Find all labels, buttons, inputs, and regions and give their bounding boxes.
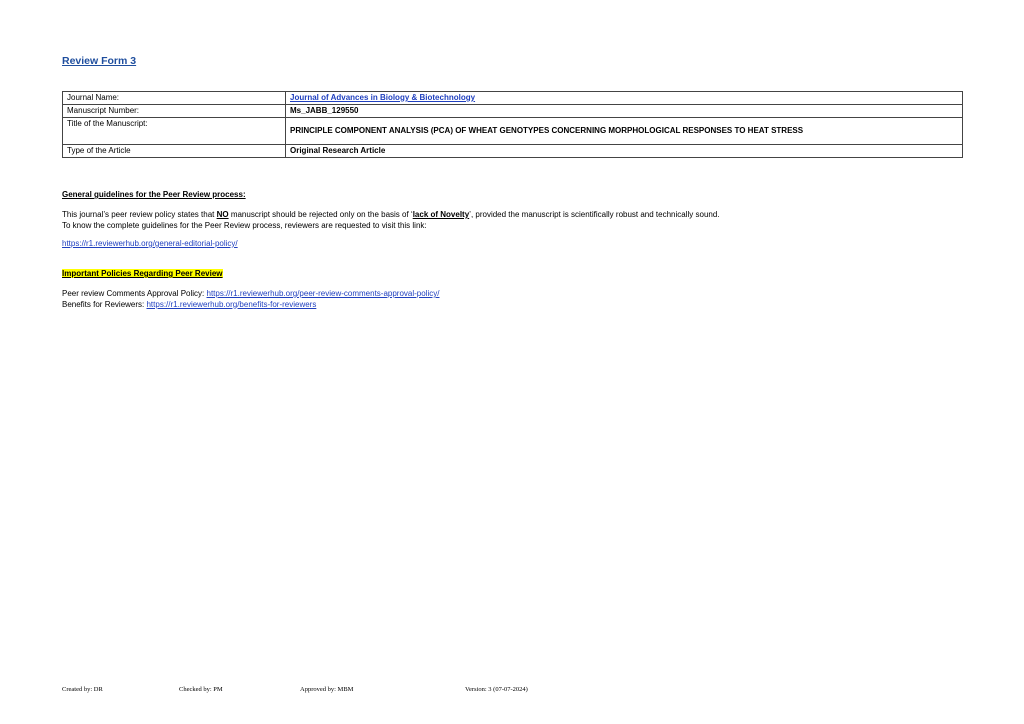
footer-approved: Approved by: MBM xyxy=(300,686,354,693)
article-type-value: Original Research Article xyxy=(286,145,963,158)
policies-heading: Important Policies Regarding Peer Review xyxy=(62,269,223,278)
manuscript-number-label: Manuscript Number: xyxy=(63,105,286,118)
manuscript-title-value: PRINCIPLE COMPONENT ANALYSIS (PCA) OF WHEAT GENOTYPES CONCERNING MORPHOLOGICAL RESPONSES TO HEAT STRESS xyxy=(286,118,963,145)
manuscript-number-value: Ms_JABB_129550 xyxy=(286,105,963,118)
editorial-policy-link[interactable]: https://r1.reviewerhub.org/general-editorial-policy/ xyxy=(62,239,238,248)
journal-name-label: Journal Name: xyxy=(63,92,286,105)
footer-checked: Checked by: PM xyxy=(179,686,223,693)
article-type-label: Type of the Article xyxy=(63,145,286,158)
guidelines-heading: General guidelines for the Peer Review process: xyxy=(62,190,246,199)
journal-name-link[interactable]: Journal of Advances in Biology & Biotechnology xyxy=(290,93,476,102)
no-emphasis: NO xyxy=(216,210,229,219)
table-row xyxy=(63,105,963,118)
form-title: Review Form 3 xyxy=(62,55,137,67)
table-row xyxy=(63,92,963,105)
guidelines-paragraph: This journal’s peer review policy states that NO manuscript should be rejected only on the basis of ‘lack of Novelty’, provided the manuscript is scientifically robust and technically sound. To know the complete guidelines for the Peer Review process, reviewers are requested to visit this link: xyxy=(62,210,720,230)
benefits-link[interactable]: https://r1.reviewerhub.org/benefits-for-reviewers xyxy=(146,299,317,309)
table-row xyxy=(63,118,963,145)
policies-list: Peer review Comments Approval Policy: https://r1.reviewerhub.org/peer-review-comments-approval-policy/ Benefits for Reviewers: https://r1.reviewerhub.org/benefits-for-reviewers xyxy=(62,289,440,309)
guidelines-line2: To know the complete guidelines for the Peer Review process, reviewers are requested to visit this link: xyxy=(62,220,427,230)
manuscript-title-label: Title of the Manuscript: xyxy=(63,118,286,145)
novelty-emphasis: lack of Novelty xyxy=(412,210,470,219)
footer-created: Created by: DR xyxy=(62,686,103,693)
footer-version: Version: 3 (07-07-2024) xyxy=(465,686,528,693)
table-row xyxy=(63,145,963,158)
approval-policy-link[interactable]: https://r1.reviewerhub.org/peer-review-comments-approval-policy/ xyxy=(206,289,440,298)
manuscript-info-table xyxy=(62,91,963,158)
